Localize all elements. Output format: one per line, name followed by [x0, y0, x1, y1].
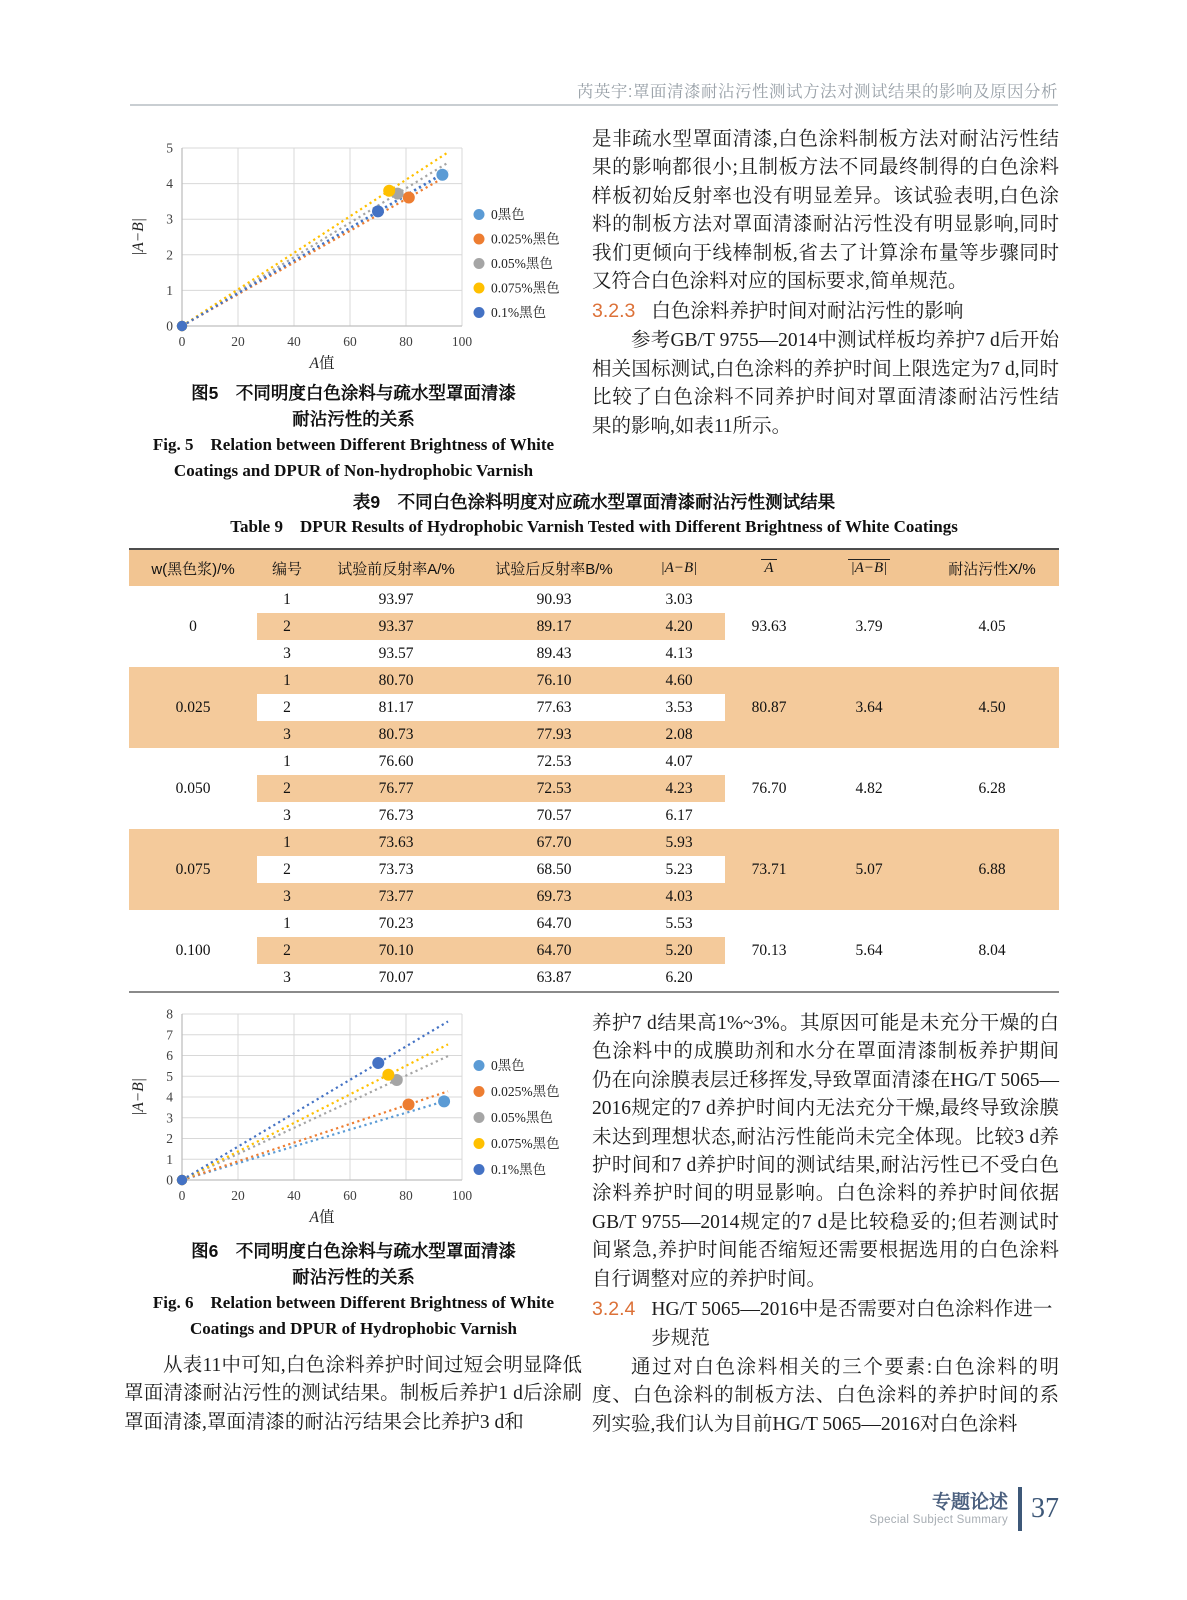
- column-header: |A−B|: [633, 549, 725, 586]
- fig6-caption-en-line1: Fig. 6 Relation between Different Brightness of White: [152, 1293, 555, 1312]
- cell-value: 69.73: [475, 883, 633, 910]
- data-point-0.1%黑色: [372, 1057, 384, 1069]
- fig6-caption: [130, 1238, 577, 1342]
- cell-avg-AB: 3.64: [813, 667, 925, 748]
- cell-value: 70.23: [378, 914, 414, 932]
- cell-value: 6.20: [665, 968, 693, 986]
- cell-value: 6.17: [665, 806, 693, 824]
- column-header: 试验前反射率A/%: [317, 549, 475, 586]
- y-tick-label: 6: [166, 1048, 173, 1063]
- legend-label: 0.025%黑色: [491, 1084, 560, 1099]
- column-header: 试验后反射率B/%: [475, 549, 633, 586]
- fig5-caption: [130, 380, 577, 484]
- cell-value: 68.50: [536, 860, 572, 878]
- y-tick-label: 3: [166, 1110, 173, 1126]
- legend-marker: [474, 283, 485, 294]
- cell-value: 76.60: [378, 752, 414, 770]
- table9-section: [129, 490, 1059, 993]
- fig5-caption-zh-line1: 图5 不同明度白色涂料与疏水型罩面清漆: [191, 383, 516, 403]
- cell-value: 76.77: [317, 775, 475, 802]
- cell-value: 5.93: [633, 829, 725, 856]
- cell-avg-AB: 5.64: [855, 941, 883, 959]
- fig5-scatter-chart: [127, 122, 577, 374]
- cell-value: 70.10: [317, 937, 475, 964]
- y-axis-label: |A−B|: [130, 218, 147, 256]
- cell-value: 73.73: [378, 860, 414, 878]
- cell-avg-A: 70.13: [751, 941, 787, 959]
- y-tick-label: 0: [166, 318, 173, 334]
- x-axis-label: A值: [309, 355, 335, 372]
- data-point-0.1%黑色: [372, 205, 384, 217]
- table-row: [129, 910, 1059, 937]
- footer-labels: [869, 1492, 1008, 1526]
- cell-avg-AB: 5.07: [813, 829, 925, 910]
- cell-value: 1: [283, 752, 291, 770]
- y-tick-label: 4: [166, 176, 173, 192]
- table-row: [129, 829, 1059, 856]
- left-column-bottom: [124, 1352, 582, 1437]
- column-header: 耐沾污性X/%: [925, 549, 1059, 586]
- cell-value: 3: [257, 883, 317, 910]
- cell-value: 1: [257, 829, 317, 856]
- cell-value: 2.08: [633, 721, 725, 748]
- y-tick-label: 1: [166, 1151, 173, 1167]
- cell-value: 80.73: [317, 721, 475, 748]
- x-tick-label: 20: [231, 334, 245, 349]
- cell-value: 5.23: [665, 860, 693, 878]
- cell-value: 2: [283, 860, 291, 878]
- y-tick-label: 5: [166, 140, 173, 156]
- trendline-0.075%黑色: [182, 152, 448, 326]
- cell-w-blackpaste: 0.100: [175, 941, 211, 959]
- cell-w-blackpaste: 0.025: [129, 667, 257, 748]
- cell-value: 4.13: [665, 644, 693, 662]
- column-header: 编号: [257, 549, 317, 586]
- legend-marker: [474, 1112, 485, 1123]
- data-point-0.1%黑色: [177, 321, 187, 331]
- fig6-scatter-chart: [127, 1002, 577, 1234]
- right-column-bottom: [592, 1010, 1059, 1439]
- cell-value: 4.07: [665, 752, 693, 770]
- cell-value: 3: [283, 968, 291, 986]
- cell-avg-A: 80.87: [725, 667, 813, 748]
- legend-label: 0.025%黑色: [491, 231, 560, 247]
- table9-title-zh: 表9 不同白色涂料明度对应疏水型罩面清漆耐沾污性测试结果: [352, 492, 836, 512]
- cell-value: 5.53: [665, 914, 693, 932]
- cell-w-blackpaste: 0.075: [129, 829, 257, 910]
- cell-value: 76.10: [475, 667, 633, 694]
- x-tick-label: 40: [287, 334, 301, 349]
- data-point-0黑色: [436, 169, 448, 181]
- x-tick-label: 0: [178, 334, 186, 349]
- paragraph: 养护7 d结果高1%~3%。其原因可能是未充分干燥的白色涂料中的成膜助剂和水分在罩面清漆制板养护期间仍在向涂膜表层迁移挥发,导致罩面清漆在HG/T 5065—2016规定的7 d养护时间内无法充分干燥,最终导致涂膜未达到理想状态,耐沾污性能尚未完全体现。比较3 d养护时间和7 d养护时间的测试结果,耐沾污性已不受白色涂料养护时间的明显影响。白色涂料的养护时间依据GB/T 9755—2014规定的7 d是比较稳妥的;但若测试时间紧急,养护时间能否缩短还需要根据选用的白色涂料自行调整对应的养护时间。: [592, 1013, 1059, 1290]
- data-point-0.075%黑色: [382, 1069, 394, 1081]
- y-tick-label: 7: [166, 1027, 173, 1043]
- legend-label: 0.05%黑色: [491, 1110, 553, 1125]
- cell-dpur-x: 4.05: [978, 617, 1006, 635]
- legend-marker: [474, 307, 485, 318]
- footer: [869, 1487, 1059, 1531]
- legend-label: 0.075%黑色: [491, 1136, 560, 1151]
- cell-avg-AB: 4.82: [855, 779, 883, 797]
- cell-value: 3: [283, 644, 291, 662]
- y-tick-label: 2: [166, 247, 173, 263]
- section-heading-3-2-3: [592, 297, 1059, 326]
- cell-value: 64.70: [536, 914, 572, 932]
- section-title: HG/T 5065—2016中是否需要对白色涂料作进一步规范: [651, 1299, 1053, 1350]
- data-point-0.075%黑色: [383, 185, 395, 197]
- cell-value: 2: [283, 698, 291, 716]
- cell-value: 89.43: [536, 644, 572, 662]
- cell-value: 2: [257, 775, 317, 802]
- legend-marker: [474, 1164, 485, 1175]
- cell-value: 73.77: [317, 883, 475, 910]
- cell-value: 70.57: [536, 806, 572, 824]
- cell-value: 4.20: [633, 613, 725, 640]
- cell-value: 2: [257, 937, 317, 964]
- legend-marker: [474, 209, 485, 220]
- cell-value: 4.60: [633, 667, 725, 694]
- data-point-0.025%黑色: [403, 1098, 415, 1110]
- legend-marker: [474, 1060, 485, 1071]
- x-tick-label: 20: [231, 1188, 245, 1203]
- paragraph: 从表11中可知,白色涂料养护时间过短会明显降低罩面清漆耐沾污性的测试结果。制板后养护1 d后涂刷罩面清漆,罩面清漆的耐沾污结果会比养护3 d和: [124, 1355, 582, 1433]
- data-point-0.025%黑色: [403, 191, 415, 203]
- x-tick-label: 100: [451, 334, 473, 349]
- cell-value: 73.63: [317, 829, 475, 856]
- data-point-0黑色: [438, 1095, 450, 1107]
- legend-marker: [474, 1138, 485, 1149]
- cell-value: 1: [283, 590, 291, 608]
- column-header: A: [725, 549, 813, 586]
- y-tick-label: 3: [166, 211, 173, 227]
- cell-value: 3: [283, 806, 291, 824]
- cell-value: 1: [257, 667, 317, 694]
- cell-dpur-x: 6.28: [978, 779, 1006, 797]
- cell-value: 93.97: [378, 590, 414, 608]
- cell-value: 4.23: [633, 775, 725, 802]
- x-tick-label: 40: [287, 1188, 301, 1203]
- cell-value: 64.70: [475, 937, 633, 964]
- fig5-caption-en-line1: Fig. 5 Relation between Different Brightness of White: [152, 435, 555, 454]
- cell-dpur-x: 4.50: [925, 667, 1059, 748]
- footer-section-zh: 专题论述: [931, 1492, 1008, 1513]
- cell-value: 70.07: [378, 968, 414, 986]
- x-tick-label: 60: [343, 1188, 357, 1203]
- cell-dpur-x: 8.04: [978, 941, 1006, 959]
- cell-w-blackpaste: 0.050: [175, 779, 211, 797]
- y-axis-label: |A−B|: [130, 1078, 147, 1116]
- y-tick-label: 2: [166, 1131, 173, 1146]
- table-row: [129, 667, 1059, 694]
- cell-avg-A: 76.70: [751, 779, 787, 797]
- x-tick-label: 80: [399, 1188, 413, 1203]
- cell-w-blackpaste: 0: [189, 617, 197, 635]
- x-tick-label: 100: [451, 1188, 473, 1203]
- cell-avg-A: 93.63: [751, 617, 787, 635]
- trendline-0黑色: [182, 1100, 448, 1180]
- cell-value: 80.70: [317, 667, 475, 694]
- y-tick-label: 8: [166, 1006, 173, 1022]
- cell-value: 72.53: [536, 752, 572, 770]
- paragraph: 通过对白色涂料相关的三个要素:白色涂料的明度、白色涂料的制板方法、白色涂料的养护时间的系列实验,我们认为目前HG/T 5065—2016对白色涂料: [592, 1357, 1059, 1435]
- footer-section-en: Special Subject Summary: [869, 1514, 1008, 1526]
- x-tick-label: 80: [399, 334, 413, 349]
- y-tick-label: 5: [166, 1068, 173, 1084]
- footer-divider: [1018, 1487, 1022, 1531]
- fig6-caption-zh-line2: 耐沾污性的关系: [292, 1267, 415, 1287]
- cell-value: 2: [257, 613, 317, 640]
- section-number: 3.2.3: [592, 300, 636, 323]
- legend-marker: [474, 1086, 485, 1097]
- page-number: 37: [1031, 1493, 1059, 1524]
- cell-value: 4.03: [633, 883, 725, 910]
- paragraph: 是非疏水型罩面清漆,白色涂料制板方法对耐沾污性结果的影响都很小;且制板方法不同最终制得的白色涂料样板初始反射率也没有明显差异。该试验表明,白色涂料的制板方法对罩面清漆耐沾污性没有明显影响,同时我们更倾向于线棒制板,省去了计算涂布量等步骤同时又符合白色涂料对应的国标要求,简单规范。: [592, 129, 1059, 293]
- cell-value: 76.73: [378, 806, 414, 824]
- cell-avg-AB: 3.79: [855, 617, 883, 635]
- cell-value: 1: [283, 914, 291, 932]
- y-tick-label: 1: [166, 282, 173, 298]
- section-title: 白色涂料养护时间对耐沾污性的影响: [651, 301, 964, 323]
- cell-dpur-x: 6.88: [925, 829, 1059, 910]
- fig6-caption-zh-line1: 图6 不同明度白色涂料与疏水型罩面清漆: [191, 1241, 516, 1261]
- legend-label: 0.1%黑色: [491, 1162, 547, 1177]
- cell-value: 67.70: [475, 829, 633, 856]
- legend-label: 0黑色: [491, 207, 525, 222]
- section-number: 3.2.4: [592, 1298, 636, 1321]
- cell-value: 93.37: [317, 613, 475, 640]
- cell-value: 77.63: [536, 698, 572, 716]
- table-row: [129, 586, 1059, 613]
- fig6-caption-en-line2: Coatings and DPUR of Hydrophobic Varnish: [189, 1319, 518, 1338]
- legend-marker: [474, 234, 485, 245]
- cell-value: 3: [257, 721, 317, 748]
- cell-value: 77.93: [475, 721, 633, 748]
- fig5-caption-zh-line2: 耐沾污性的关系: [292, 409, 415, 429]
- x-tick-label: 0: [178, 1188, 186, 1203]
- paragraph: 参考GB/T 9755—2014中测试样板均养护7 d后开始相关国标测试,白色涂料的养护时间上限选定为7 d,同时比较了白色涂料不同养护时间对罩面清漆耐沾污性结果的影响,如表11所示。: [592, 330, 1059, 437]
- cell-value: 93.57: [378, 644, 414, 662]
- section-heading-3-2-4: [592, 1295, 1059, 1353]
- fig5-caption-en-line2: Coatings and DPUR of Non-hydrophobic Varnish: [173, 461, 534, 480]
- cell-value: 3.03: [665, 590, 693, 608]
- table-row: [129, 748, 1059, 775]
- legend-marker: [474, 258, 485, 269]
- cell-value: 89.17: [475, 613, 633, 640]
- cell-value: 90.93: [536, 590, 572, 608]
- x-tick-label: 60: [343, 334, 357, 349]
- cell-value: 5.20: [633, 937, 725, 964]
- header-rule: [130, 104, 1058, 106]
- table9: [129, 548, 1059, 993]
- legend-label: 0黑色: [491, 1058, 525, 1073]
- running-head: 芮英宇:罩面清漆耐沾污性测试方法对测试结果的影响及原因分析: [576, 83, 1058, 101]
- cell-value: 63.87: [536, 968, 572, 986]
- y-tick-label: 0: [166, 1172, 173, 1188]
- table9-title-en: Table 9 DPUR Results of Hydrophobic Varnish Tested with Different Brightness of White Coatings: [230, 517, 958, 536]
- legend-label: 0.05%黑色: [491, 256, 553, 271]
- cell-avg-A: 73.71: [725, 829, 813, 910]
- right-column-top: [592, 126, 1059, 441]
- x-axis-label: A值: [309, 1209, 335, 1226]
- column-header: w(黑色浆)/%: [129, 549, 257, 586]
- column-header: |A−B|: [813, 549, 925, 586]
- cell-value: 3.53: [665, 698, 693, 716]
- legend-label: 0.075%黑色: [491, 280, 560, 296]
- cell-value: 72.53: [475, 775, 633, 802]
- data-point-0.1%黑色: [177, 1175, 187, 1185]
- legend-label: 0.1%黑色: [491, 305, 547, 320]
- y-tick-label: 4: [166, 1089, 173, 1105]
- cell-value: 81.17: [378, 698, 414, 716]
